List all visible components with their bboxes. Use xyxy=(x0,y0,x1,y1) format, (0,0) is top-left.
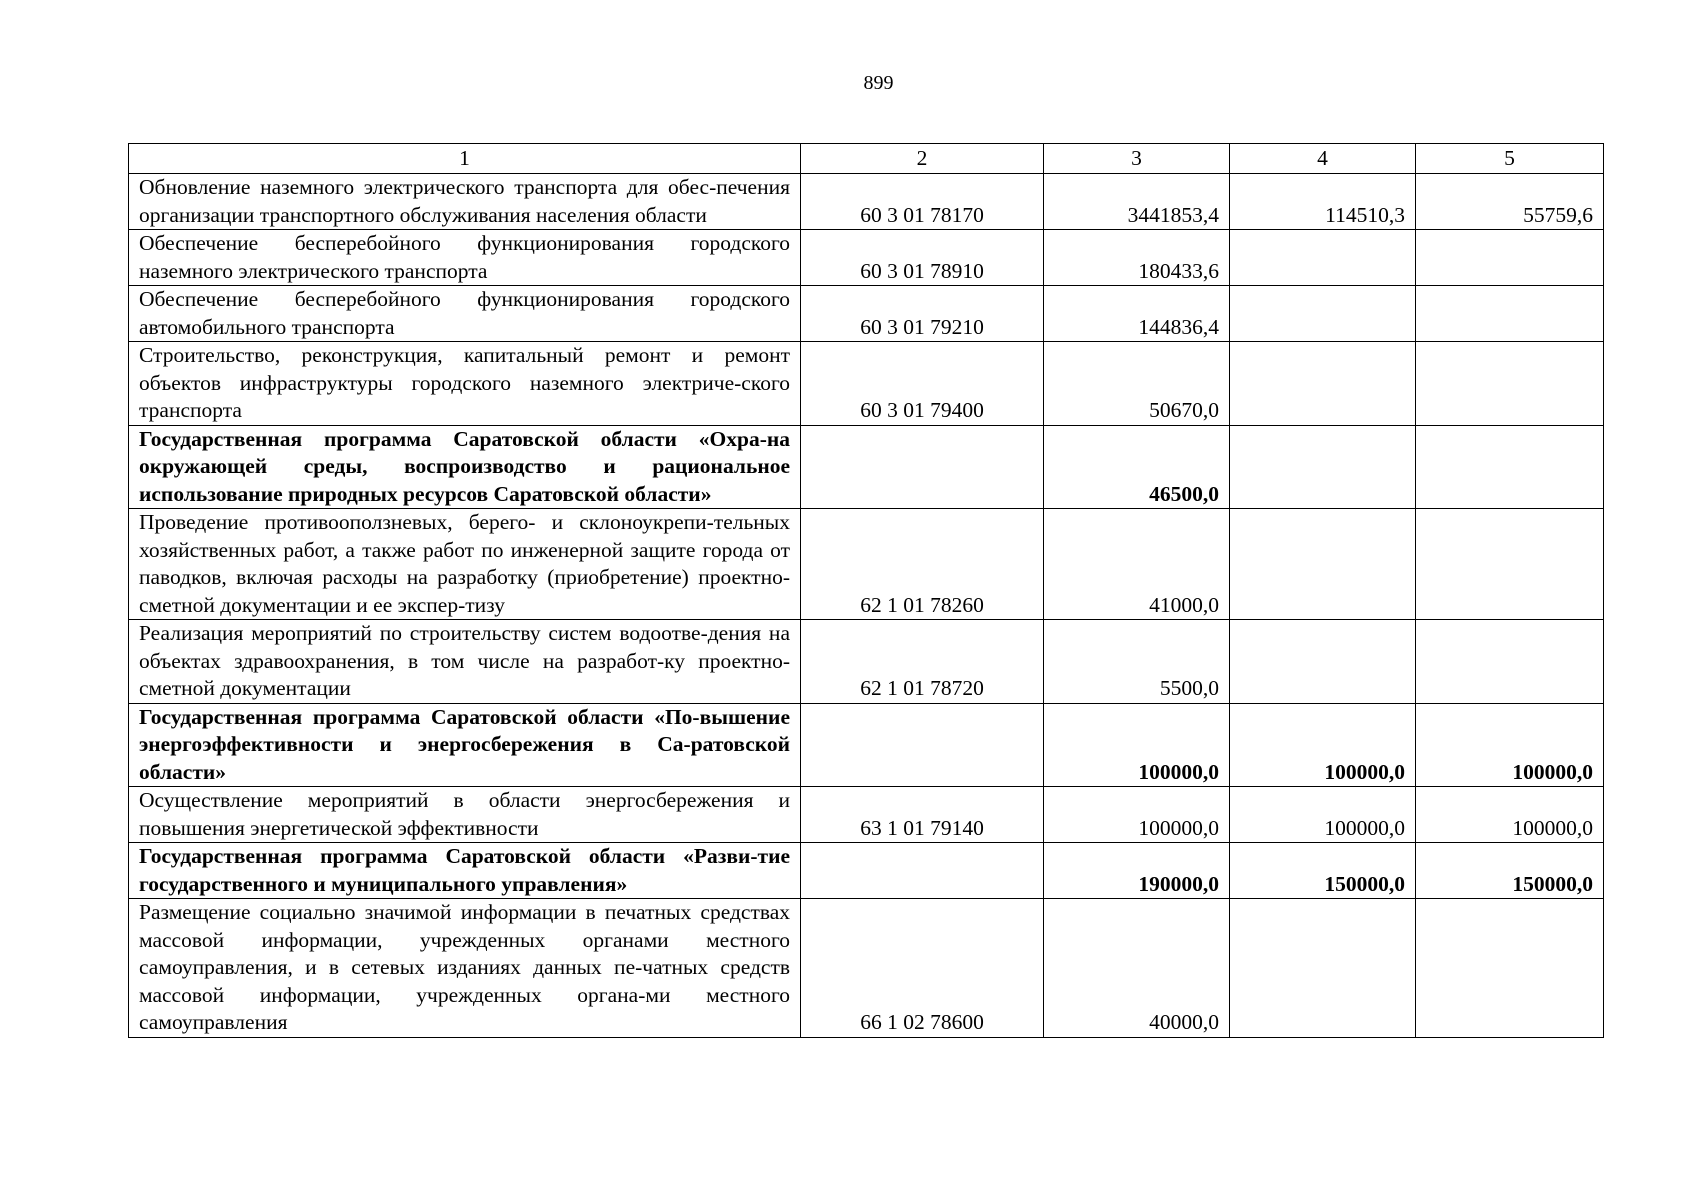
row-value-3-cell: 180433,6 xyxy=(1044,230,1230,286)
row-value-3-cell: 100000,0 xyxy=(1044,787,1230,843)
row-value-4-cell: 100000,0 xyxy=(1230,703,1416,787)
row-code-cell xyxy=(801,843,1044,899)
row-value-5-cell xyxy=(1416,342,1604,426)
column-header-3: 3 xyxy=(1044,144,1230,174)
row-value-4-cell xyxy=(1230,286,1416,342)
row-value-3-cell: 3441853,4 xyxy=(1044,174,1230,230)
table-row xyxy=(129,787,1604,843)
column-header-5: 5 xyxy=(1416,144,1604,174)
row-name-cell: Обновление наземного электрического транспорта для обес-печения организации транспортного обслуживания населения области xyxy=(129,174,801,230)
table-row xyxy=(129,620,1604,704)
row-value-4-cell xyxy=(1230,342,1416,426)
row-value-4-cell: 150000,0 xyxy=(1230,843,1416,899)
row-code-cell: 66 1 02 78600 xyxy=(801,899,1044,1038)
row-value-5-cell: 100000,0 xyxy=(1416,787,1604,843)
row-value-5-cell xyxy=(1416,899,1604,1038)
row-value-4-cell: 100000,0 xyxy=(1230,787,1416,843)
page-number: 899 xyxy=(863,72,894,94)
table-row xyxy=(129,342,1604,426)
program-name-cell: Государственная программа Саратовской области «Разви-тие государственного и муниципального управления» xyxy=(129,843,801,899)
table-row xyxy=(129,899,1604,1038)
row-name-cell: Проведение противооползневых, берего- и склоноукрепи-тельных хозяйственных работ, а также работ по инженерной защите города от паводков, включая расходы на разработку (приобретение) проектно-сметной документации и ее экспер-тизу xyxy=(129,509,801,620)
row-value-4-cell xyxy=(1230,230,1416,286)
row-value-3-cell: 190000,0 xyxy=(1044,843,1230,899)
column-header-2: 2 xyxy=(801,144,1044,174)
table-row xyxy=(129,286,1604,342)
row-value-4-cell xyxy=(1230,509,1416,620)
row-value-5-cell: 55759,6 xyxy=(1416,174,1604,230)
row-value-4-cell xyxy=(1230,620,1416,704)
row-name-cell: Размещение социально значимой информации в печатных средствах массовой информации, учрежденных органами местного самоуправления, и в сетевых изданиях данных пе-чатных средств массовой информации, учрежденных органа-ми местного самоуправления xyxy=(129,899,801,1038)
row-value-5-cell xyxy=(1416,509,1604,620)
row-value-3-cell: 100000,0 xyxy=(1044,703,1230,787)
budget-table xyxy=(128,143,1604,1038)
program-row xyxy=(129,843,1604,899)
row-value-4-cell xyxy=(1230,425,1416,509)
row-value-4-cell xyxy=(1230,899,1416,1038)
column-header-1: 1 xyxy=(129,144,801,174)
row-name-cell: Обеспечение бесперебойного функционирования городского наземного электрического транспорта xyxy=(129,230,801,286)
row-value-5-cell xyxy=(1416,620,1604,704)
row-code-cell: 62 1 01 78260 xyxy=(801,509,1044,620)
program-name-cell: Государственная программа Саратовской области «Охра-на окружающей среды, воспроизводство и рациональное использование природных ресурсов Саратовской области» xyxy=(129,425,801,509)
row-value-3-cell: 40000,0 xyxy=(1044,899,1230,1038)
row-value-5-cell xyxy=(1416,425,1604,509)
row-code-cell xyxy=(801,425,1044,509)
row-value-5-cell xyxy=(1416,286,1604,342)
row-name-cell: Реализация мероприятий по строительству систем водоотве-дения на объектах здравоохранения, в том числе на разработ-ку проектно-сметной документации xyxy=(129,620,801,704)
row-value-3-cell: 144836,4 xyxy=(1044,286,1230,342)
row-value-4-cell: 114510,3 xyxy=(1230,174,1416,230)
row-value-3-cell: 46500,0 xyxy=(1044,425,1230,509)
row-code-cell: 60 3 01 79210 xyxy=(801,286,1044,342)
row-value-3-cell: 41000,0 xyxy=(1044,509,1230,620)
row-code-cell: 60 3 01 79400 xyxy=(801,342,1044,426)
program-name-cell: Государственная программа Саратовской области «По-вышение энергоэффективности и энергосбережения в Са-ратовской области» xyxy=(129,703,801,787)
row-value-5-cell: 100000,0 xyxy=(1416,703,1604,787)
row-code-cell: 60 3 01 78910 xyxy=(801,230,1044,286)
row-code-cell: 63 1 01 79140 xyxy=(801,787,1044,843)
row-value-5-cell xyxy=(1416,230,1604,286)
program-row xyxy=(129,425,1604,509)
row-code-cell xyxy=(801,703,1044,787)
program-row xyxy=(129,703,1604,787)
header-row xyxy=(129,144,1604,174)
row-name-cell: Осуществление мероприятий в области энергосбережения и повышения энергетической эффективности xyxy=(129,787,801,843)
table-row xyxy=(129,509,1604,620)
column-header-4: 4 xyxy=(1230,144,1416,174)
row-value-3-cell: 5500,0 xyxy=(1044,620,1230,704)
row-code-cell: 62 1 01 78720 xyxy=(801,620,1044,704)
table-row xyxy=(129,174,1604,230)
row-code-cell: 60 3 01 78170 xyxy=(801,174,1044,230)
row-value-3-cell: 50670,0 xyxy=(1044,342,1230,426)
row-value-5-cell: 150000,0 xyxy=(1416,843,1604,899)
row-name-cell: Строительство, реконструкция, капитальный ремонт и ремонт объектов инфраструктуры городского наземного электриче-ского транспорта xyxy=(129,342,801,426)
row-name-cell: Обеспечение бесперебойного функционирования городского автомобильного транспорта xyxy=(129,286,801,342)
table-row xyxy=(129,230,1604,286)
